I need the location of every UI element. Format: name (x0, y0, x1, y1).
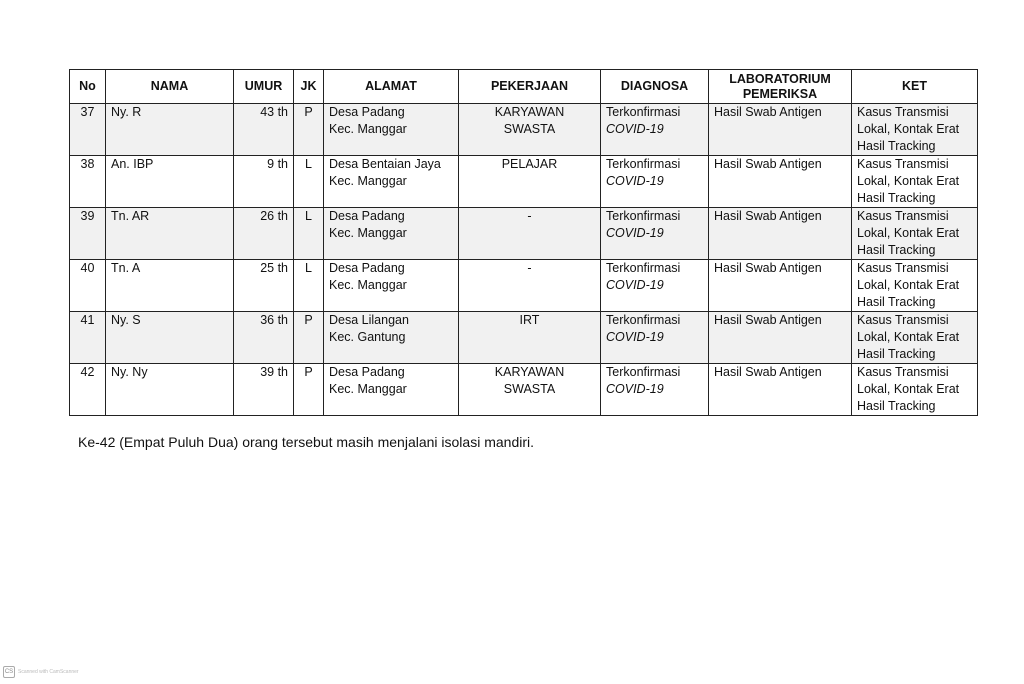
cell-no (70, 208, 106, 260)
cell-laboratorium (709, 156, 852, 208)
alamat-desa: Desa Padang (329, 105, 405, 119)
diagnosa-disease: COVID-19 (606, 122, 664, 136)
ket-line2: Lokal, Kontak Erat (857, 226, 960, 240)
cell-umur (234, 312, 294, 364)
isolation-note: Ke-42 (Empat Puluh Dua) orang tersebut masih menjalani isolasi mandiri. (78, 434, 534, 450)
cell-pekerjaan (459, 156, 601, 208)
cell-jk (294, 312, 324, 364)
table-row (70, 104, 978, 156)
cell-diagnosa (601, 156, 709, 208)
header-no: No (70, 70, 106, 104)
cell-diagnosa (601, 208, 709, 260)
nama-text: Tn. AR (111, 209, 150, 223)
cell-diagnosa (601, 364, 709, 416)
pekerjaan-line1: KARYAWAN (494, 105, 565, 119)
cell-alamat (324, 312, 459, 364)
diagnosa-disease: COVID-19 (606, 330, 664, 344)
ket-line1: Kasus Transmisi (857, 365, 949, 379)
cell-pekerjaan (459, 364, 601, 416)
cell-umur (234, 208, 294, 260)
alamat-kecamatan: Kec. Manggar (329, 382, 407, 396)
jk-text: P (304, 313, 313, 327)
cell-jk (294, 364, 324, 416)
cell-no (70, 260, 106, 312)
cell-diagnosa (601, 260, 709, 312)
diagnosa-status: Terkonfirmasi (606, 105, 681, 119)
ket-line3: Hasil Tracking (857, 243, 936, 257)
ket-line1: Kasus Transmisi (857, 105, 949, 119)
table-row (70, 312, 978, 364)
cell-ket (852, 208, 978, 260)
ket-line1: Kasus Transmisi (857, 313, 949, 327)
diagnosa-disease: COVID-19 (606, 226, 664, 240)
alamat-kecamatan: Kec. Manggar (329, 226, 407, 240)
diagnosa-disease: COVID-19 (606, 174, 664, 188)
table-row (70, 156, 978, 208)
pekerjaan-line1: PELAJAR (501, 157, 558, 171)
ket-line2: Lokal, Kontak Erat (857, 174, 960, 188)
umur-text: 25 th (260, 261, 288, 275)
no-text: 38 (80, 157, 95, 171)
jk-text: L (305, 209, 312, 223)
cell-nama (106, 364, 234, 416)
cell-diagnosa (601, 312, 709, 364)
lab-text: Hasil Swab Antigen (714, 105, 822, 119)
cell-jk (294, 260, 324, 312)
cell-ket (852, 156, 978, 208)
ket-line2: Lokal, Kontak Erat (857, 278, 960, 292)
camscanner-watermark (3, 666, 79, 678)
umur-text: 36 th (260, 313, 288, 327)
ket-line1: Kasus Transmisi (857, 209, 949, 223)
header-umur: UMUR (234, 70, 294, 104)
cell-pekerjaan (459, 312, 601, 364)
case-table (69, 69, 978, 416)
no-text: 41 (80, 313, 95, 327)
pekerjaan-line2: SWASTA (503, 122, 556, 136)
cell-laboratorium (709, 260, 852, 312)
cell-ket (852, 260, 978, 312)
header-ket: KET (852, 70, 978, 104)
header-lab-line2: PEMERIKSA (742, 86, 818, 101)
header-diagnosa: DIAGNOSA (601, 70, 709, 104)
cell-jk (294, 156, 324, 208)
umur-text: 43 th (260, 105, 288, 119)
diagnosa-disease: COVID-19 (606, 278, 664, 292)
lab-text: Hasil Swab Antigen (714, 365, 822, 379)
table-row (70, 260, 978, 312)
cell-no (70, 156, 106, 208)
diagnosa-disease: COVID-19 (606, 382, 664, 396)
cell-nama (106, 260, 234, 312)
cell-alamat (324, 208, 459, 260)
cell-jk (294, 208, 324, 260)
cell-umur (234, 104, 294, 156)
header-lab-line1: LABORATORIUM (729, 71, 831, 86)
ket-line2: Lokal, Kontak Erat (857, 330, 960, 344)
ket-line3: Hasil Tracking (857, 191, 936, 205)
lab-text: Hasil Swab Antigen (714, 157, 822, 171)
pekerjaan-line2: SWASTA (503, 382, 556, 396)
cell-ket (852, 104, 978, 156)
header-nama: NAMA (106, 70, 234, 104)
alamat-desa: Desa Padang (329, 209, 405, 223)
jk-text: P (304, 365, 313, 379)
cell-alamat (324, 364, 459, 416)
cell-alamat (324, 104, 459, 156)
diagnosa-status: Terkonfirmasi (606, 157, 681, 171)
header-laboratorium (709, 70, 852, 104)
nama-text: Ny. R (111, 105, 142, 119)
cell-laboratorium (709, 208, 852, 260)
cell-jk (294, 104, 324, 156)
cell-no (70, 312, 106, 364)
ket-line3: Hasil Tracking (857, 399, 936, 413)
ket-line1: Kasus Transmisi (857, 157, 949, 171)
cell-pekerjaan (459, 208, 601, 260)
header-pekerjaan: PEKERJAAN (459, 70, 601, 104)
umur-text: 39 th (260, 365, 288, 379)
no-text: 39 (80, 209, 95, 223)
nama-text: An. IBP (111, 157, 154, 171)
ket-line3: Hasil Tracking (857, 139, 936, 153)
camscanner-text: Scanned with CamScanner (18, 669, 79, 675)
diagnosa-status: Terkonfirmasi (606, 209, 681, 223)
header-jk: JK (294, 70, 324, 104)
no-text: 37 (80, 105, 95, 119)
cell-laboratorium (709, 364, 852, 416)
cell-nama (106, 104, 234, 156)
cell-diagnosa (601, 104, 709, 156)
table-row (70, 208, 978, 260)
table-header-row (70, 70, 978, 104)
cell-ket (852, 364, 978, 416)
header-alamat: ALAMAT (324, 70, 459, 104)
nama-text: Ny. Ny (111, 365, 148, 379)
cell-alamat (324, 260, 459, 312)
no-text: 42 (80, 365, 95, 379)
cell-umur (234, 364, 294, 416)
cell-umur (234, 156, 294, 208)
cell-nama (106, 208, 234, 260)
diagnosa-status: Terkonfirmasi (606, 261, 681, 275)
no-text: 40 (80, 261, 95, 275)
nama-text: Ny. S (111, 313, 141, 327)
ket-line3: Hasil Tracking (857, 347, 936, 361)
alamat-desa: Desa Padang (329, 365, 405, 379)
camscanner-logo: CS (3, 666, 15, 678)
cell-nama (106, 156, 234, 208)
alamat-kecamatan: Kec. Manggar (329, 278, 407, 292)
jk-text: P (304, 105, 313, 119)
pekerjaan-line1: - (527, 261, 532, 275)
pekerjaan-line1: KARYAWAN (494, 365, 565, 379)
cell-no (70, 364, 106, 416)
nama-text: Tn. A (111, 261, 141, 275)
ket-line3: Hasil Tracking (857, 295, 936, 309)
alamat-kecamatan: Kec. Manggar (329, 174, 407, 188)
ket-line1: Kasus Transmisi (857, 261, 949, 275)
diagnosa-status: Terkonfirmasi (606, 313, 681, 327)
alamat-kecamatan: Kec. Manggar (329, 122, 407, 136)
jk-text: L (305, 157, 312, 171)
alamat-desa: Desa Bentaian Jaya (329, 157, 441, 171)
alamat-desa: Desa Lilangan (329, 313, 409, 327)
lab-text: Hasil Swab Antigen (714, 313, 822, 327)
alamat-desa: Desa Padang (329, 261, 405, 275)
cell-laboratorium (709, 104, 852, 156)
lab-text: Hasil Swab Antigen (714, 261, 822, 275)
pekerjaan-line1: - (527, 209, 532, 223)
cell-umur (234, 260, 294, 312)
cell-no (70, 104, 106, 156)
cell-laboratorium (709, 312, 852, 364)
cell-pekerjaan (459, 260, 601, 312)
cell-nama (106, 312, 234, 364)
umur-text: 9 th (267, 157, 288, 171)
pekerjaan-line1: IRT (519, 313, 540, 327)
umur-text: 26 th (260, 209, 288, 223)
lab-text: Hasil Swab Antigen (714, 209, 822, 223)
cell-pekerjaan (459, 104, 601, 156)
cell-ket (852, 312, 978, 364)
table-row (70, 364, 978, 416)
cell-alamat (324, 156, 459, 208)
ket-line2: Lokal, Kontak Erat (857, 122, 960, 136)
ket-line2: Lokal, Kontak Erat (857, 382, 960, 396)
alamat-kecamatan: Kec. Gantung (329, 330, 406, 344)
jk-text: L (305, 261, 312, 275)
diagnosa-status: Terkonfirmasi (606, 365, 681, 379)
